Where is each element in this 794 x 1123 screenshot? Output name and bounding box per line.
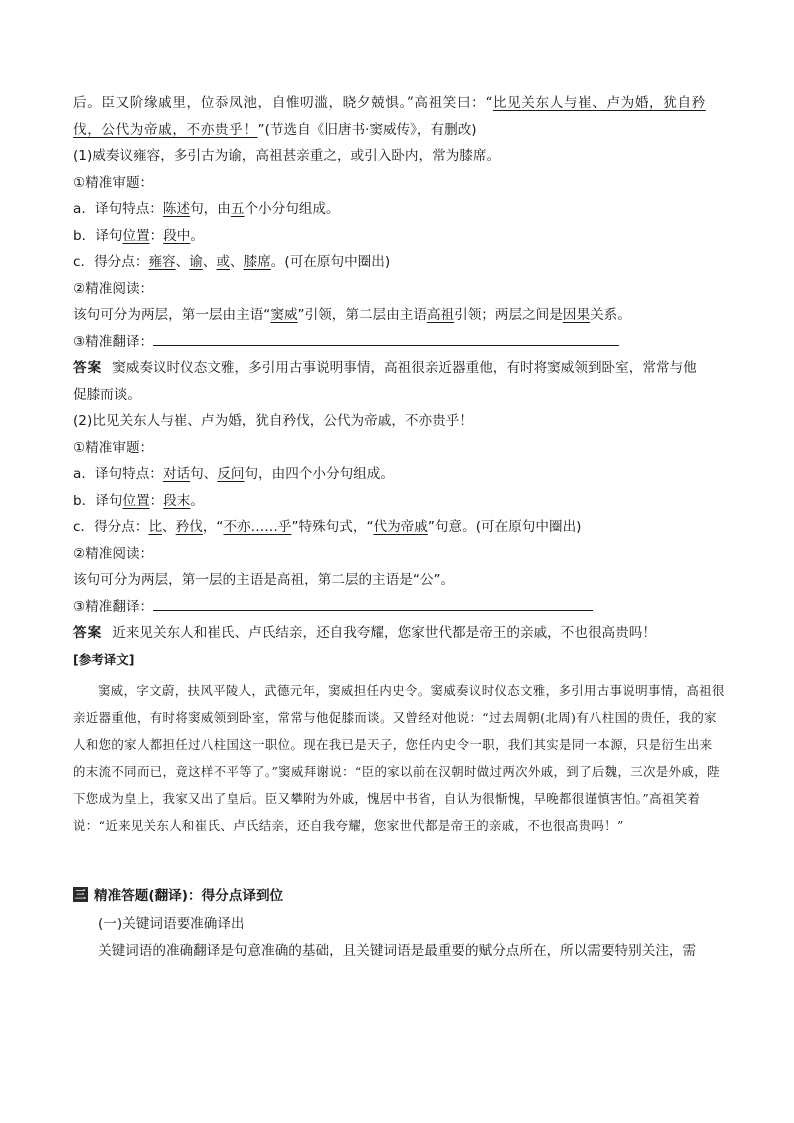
passage-underlined: 伐，公代为帝戚，不亦贵乎！ xyxy=(73,121,258,138)
q2-shen-title: ①精准审题： xyxy=(73,439,154,456)
passage-text: 后。臣又阶缘戚里，位忝凤池，自惟叨滥，晓夕兢惧。”高祖笑曰：“ xyxy=(73,95,493,111)
section-paragraph: 关键词语的准确翻译是句意准确的基础，且关键词语是最重要的赋分点所在，所以需要特别关注，需 xyxy=(98,942,697,959)
section-number-badge: 三 xyxy=(75,887,86,901)
q2-point-b: b．译句位置：段末。 xyxy=(73,492,204,509)
q1-answer-line-1: 答案 窦威奏议时仪态文雅，多引用古事说明事情，高祖很亲近器重他，有时将窦威领到卧室，常常与他 xyxy=(73,360,697,376)
q1-answer-line-2: 促膝而谈。 xyxy=(73,386,141,403)
section-heading xyxy=(73,881,725,907)
q1-shen-title: ①精准审题： xyxy=(73,174,154,191)
q2-translate: ③精准翻译： xyxy=(73,596,725,623)
q2-point-c: c．得分点：比、矜伐，“不亦……乎”特殊句式，“代为帝戚”句意。(可在原句中圈出) xyxy=(73,519,582,535)
q1-question: (1)威奏议雍容，多引古为谕，高祖甚亲重之，或引入卧内，常为膝席。 xyxy=(73,148,501,164)
q2-answer-blank[interactable] xyxy=(153,596,593,611)
answer-label: 答案 xyxy=(73,360,103,376)
q1-answer-blank[interactable] xyxy=(153,331,619,346)
q1-point-a: a．译句特点：陈述句，由五个小分句组成。 xyxy=(73,201,340,217)
document-content xyxy=(73,92,725,966)
q2-read-text: 该句可分为两层，第一层的主语是高祖，第二层的主语是“公”。 xyxy=(73,572,455,588)
q1-read-text: 该句可分为两层，第一层由主语“窦威”引领，第二层由主语高祖引领；两层之间是因果关系。 xyxy=(73,307,631,323)
q1-read-title: ②精准阅读： xyxy=(73,280,154,297)
passage-line-2 xyxy=(73,119,725,146)
answer-label: 答案 xyxy=(73,625,103,641)
section-title: 精准答题(翻译)：得分点译到位 xyxy=(94,888,284,904)
q2-answer-line-1: 答案 近来见关东人和崔氏、卢氏结亲，还自我夸耀，您家世代都是帝王的亲戚，不也很高贵吗！ xyxy=(73,625,656,641)
reference-title: [参考译文] xyxy=(73,651,135,667)
q2-question: (2)比见关东人与崔、卢为婚，犹自矜伐，公代为帝戚，不亦贵乎！ xyxy=(73,413,473,429)
reference-text: 窦威，字文蔚，扶风平陵人，武德元年，窦威担任内史令。窦威奏议时仪态文雅，多引用古事说明事情，高祖很亲近器重他，有时将窦威领到卧室，常常与他促膝而谈。又曾经对他说：“过去周朝(北周)有八柱国的贵任，我的家人和您的家人都担任过八柱国这一职位。现在我已是天子，您任内史令一职，我们其实是同一本源，只是衍生出来的末流不同而已，竟这样不平等了。”窦威拜谢说：“臣的家以前在汉朝时做过两次外戚，到了后魏，三次是外戚，陛下您成为皇上，我家又出了皇后。臣又攀附为外戚，愧居中书省，自认为很惭愧，早晚都很谨慎害怕。”高祖笑着说：“近来见关东人和崔氏、卢氏结亲，还自我夸耀，您家世代都是帝王的亲戚，不也很高贵吗！” xyxy=(73,683,725,833)
subsection-title: (一)关键词语要准确译出 xyxy=(98,916,245,932)
q1-point-c: c．得分点：雍容、谕、或、膝席。(可在原句中圈出) xyxy=(73,254,391,270)
passage-underlined: 比见关东人与崔、卢为婚，犹自矜 xyxy=(492,95,706,111)
passage-source: ”(节选自《旧唐书·窦威传》，有删改) xyxy=(257,121,477,138)
q2-point-a: a．译句特点：对话句、反问句，由四个小分句组成。 xyxy=(73,466,394,482)
q1-point-b: b．译句位置：段中。 xyxy=(73,227,204,244)
q1-translate: ③精准翻译： xyxy=(73,331,725,358)
passage-line-1 xyxy=(73,92,725,119)
q2-read-title: ②精准阅读： xyxy=(73,545,154,562)
